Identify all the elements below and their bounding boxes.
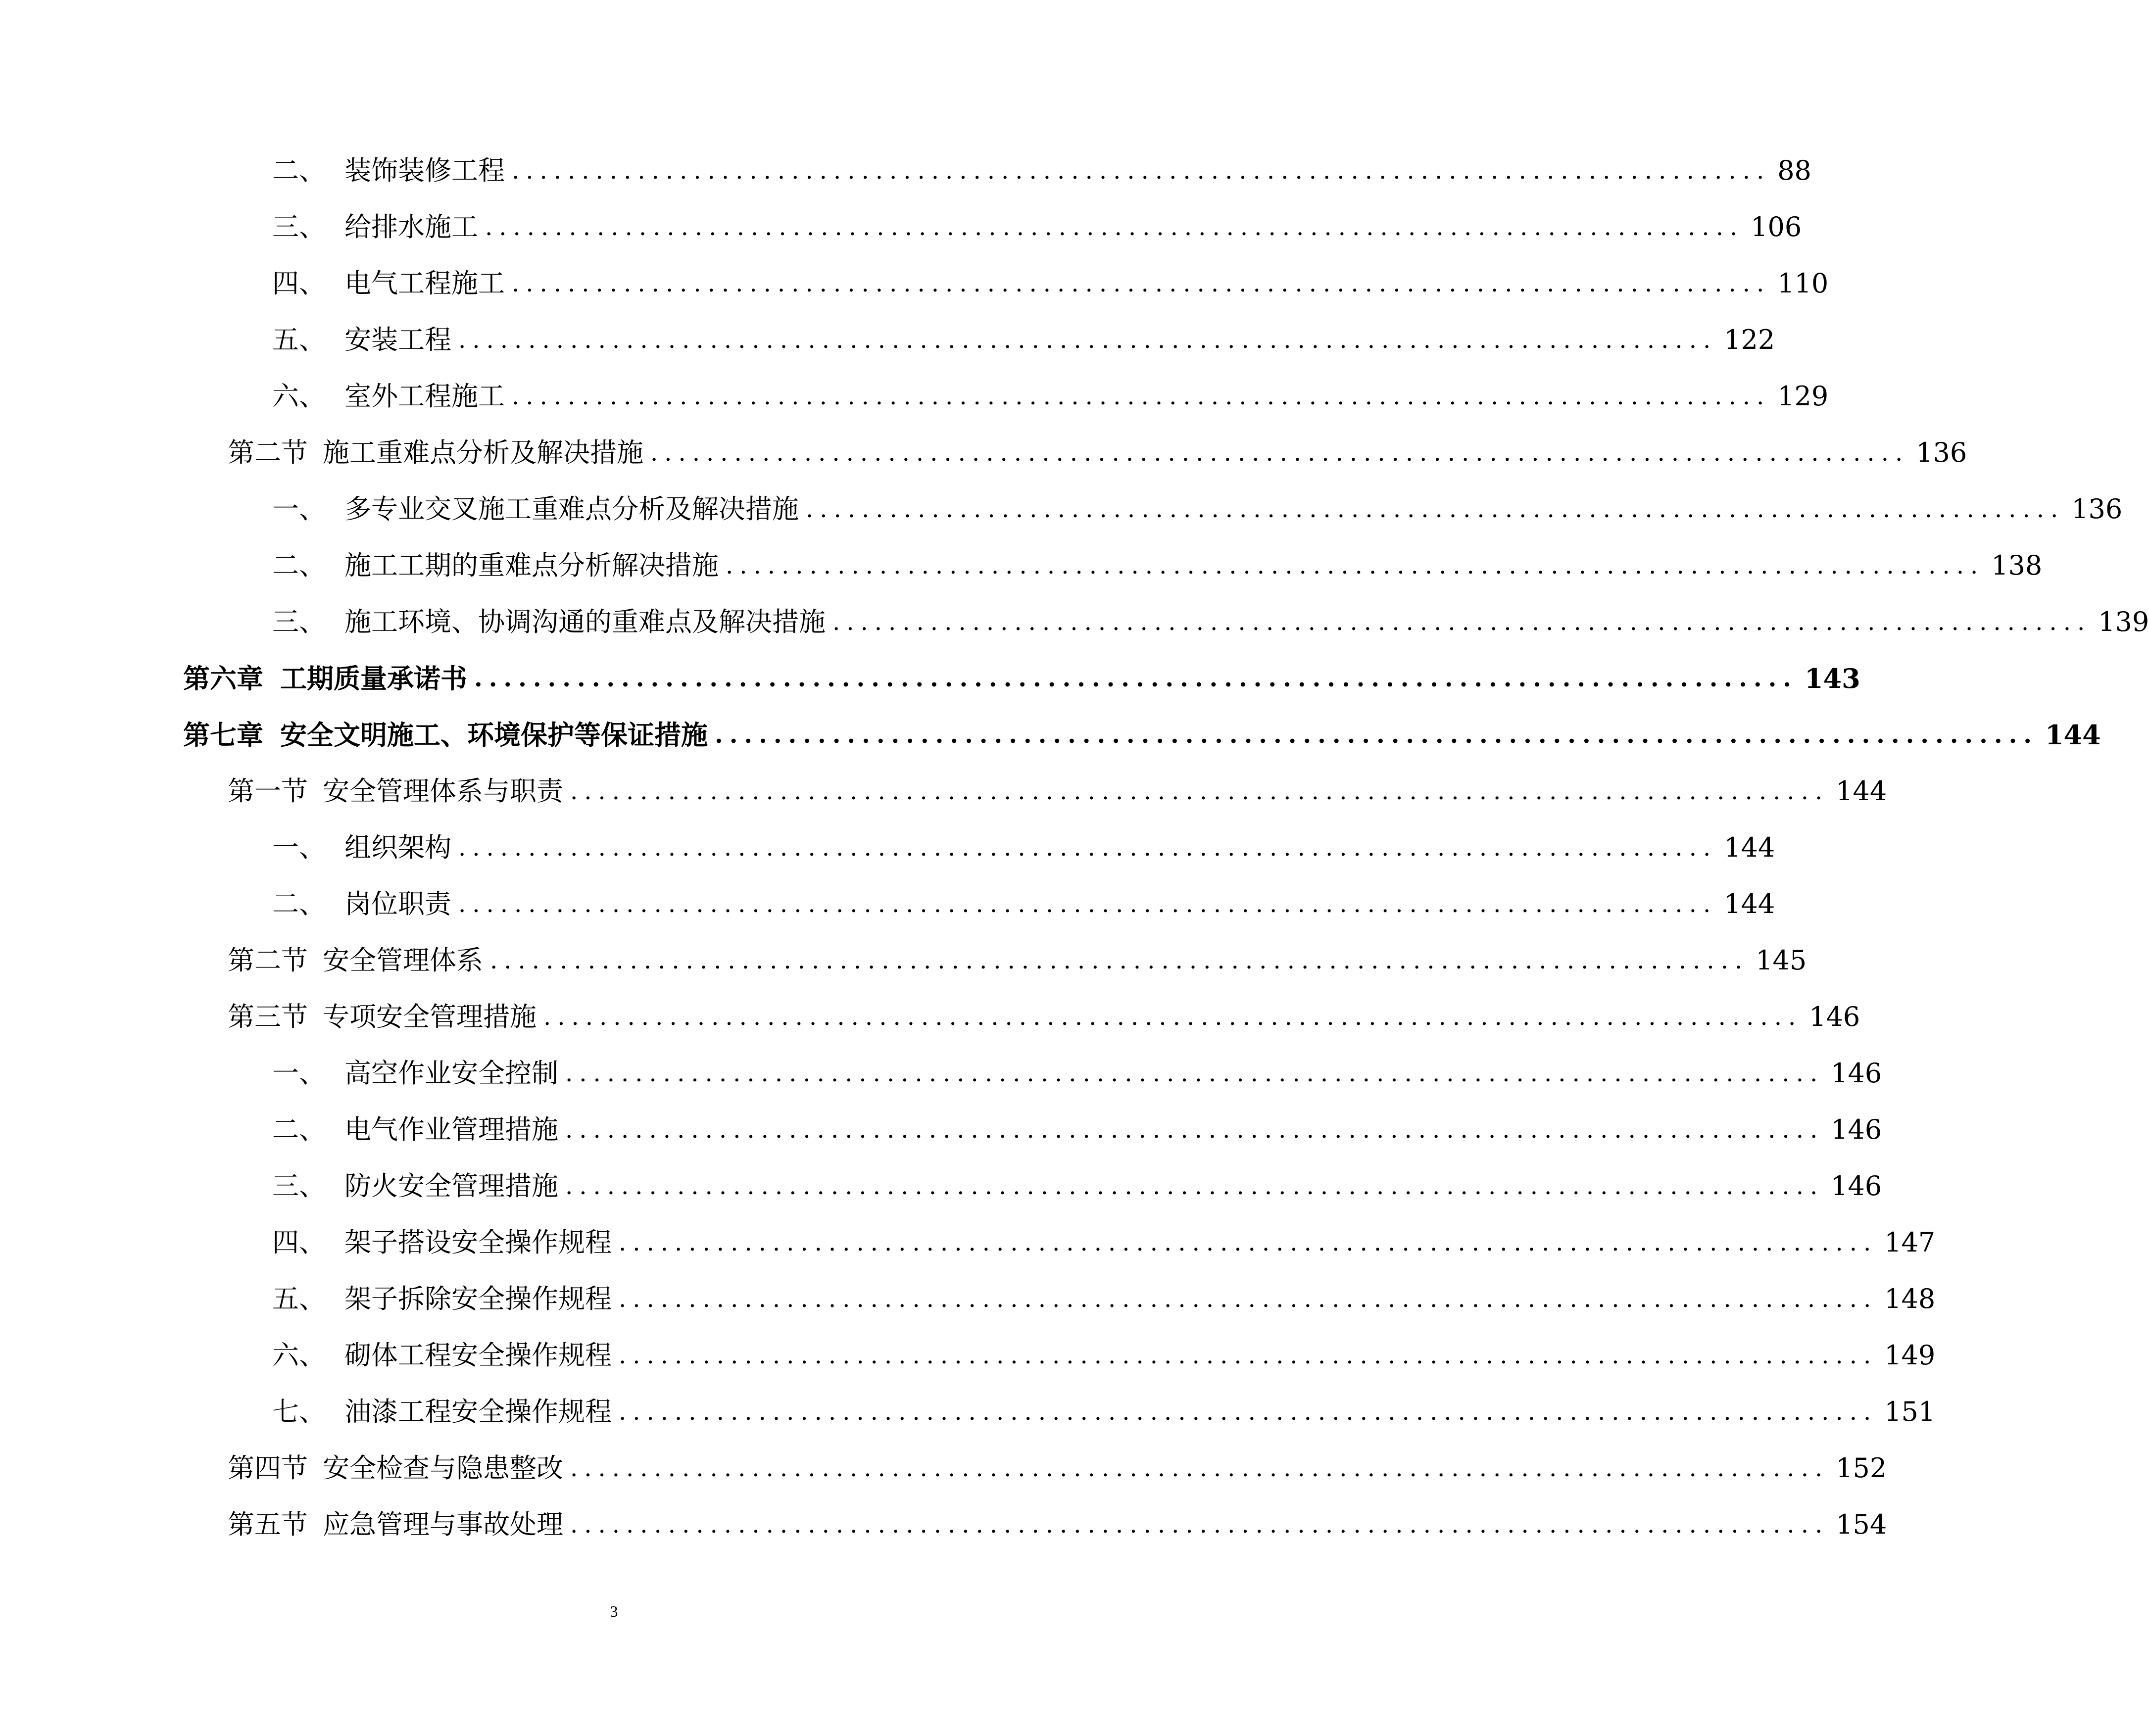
toc-entry-page: 151 bbox=[1884, 1396, 1936, 1427]
toc-entry-title: 架子拆除安全操作规程 bbox=[344, 1283, 612, 1314]
toc-entry-number: 二、 bbox=[272, 888, 326, 919]
toc-entry[interactable] bbox=[183, 1271, 1936, 1327]
toc-entry[interactable] bbox=[183, 763, 1887, 820]
toc-entry-number: 四、 bbox=[272, 268, 326, 299]
table-of-contents bbox=[183, 143, 2149, 1553]
dot-leader: .......................................................................................... bbox=[570, 1511, 1829, 1539]
toc-entry[interactable] bbox=[183, 537, 2043, 594]
dot-leader: .......................................................................................... bbox=[565, 1116, 1824, 1144]
toc-entry-title: 电气工程施工 bbox=[344, 268, 505, 299]
dot-leader: .......................................................................................... bbox=[715, 721, 2038, 749]
toc-entry-title: 室外工程施工 bbox=[344, 381, 505, 412]
toc-entry-page: 145 bbox=[1756, 945, 1807, 976]
toc-entry[interactable] bbox=[183, 876, 1775, 932]
toc-entry[interactable] bbox=[183, 1158, 1882, 1214]
toc-entry-number: 第三节 bbox=[228, 1001, 308, 1032]
dot-leader: .......................................................................................... bbox=[543, 1003, 1803, 1031]
toc-entry-page: 146 bbox=[1809, 1001, 1860, 1032]
toc-entry-number: 第二节 bbox=[228, 437, 308, 468]
toc-entry[interactable] bbox=[183, 1045, 1882, 1102]
toc-entry-title: 多专业交叉施工重难点分析及解决措施 bbox=[344, 493, 799, 525]
toc-entry-page: 110 bbox=[1777, 268, 1829, 299]
toc-entry-number: 第二节 bbox=[228, 945, 308, 976]
toc-entry-number: 三、 bbox=[272, 1170, 326, 1202]
toc-entry[interactable] bbox=[183, 255, 1829, 312]
toc-entry[interactable] bbox=[183, 707, 2101, 763]
dot-leader: .......................................................................................... bbox=[458, 326, 1717, 354]
toc-entry-title: 给排水施工 bbox=[344, 211, 478, 242]
toc-entry-title: 安全管理体系 bbox=[323, 945, 483, 976]
toc-entry-number: 第五节 bbox=[228, 1509, 308, 1540]
toc-entry-number: 二、 bbox=[272, 550, 326, 581]
toc-entry-page: 122 bbox=[1724, 324, 1775, 355]
toc-entry-title: 施工环境、协调沟通的重难点及解决措施 bbox=[344, 606, 826, 637]
toc-entry[interactable] bbox=[183, 932, 1807, 989]
dot-leader: .......................................................................................... bbox=[570, 777, 1829, 805]
toc-entry-title: 安全管理体系与职责 bbox=[323, 775, 563, 807]
dot-leader: .......................................................................................... bbox=[619, 1229, 1878, 1256]
toc-entry-number: 第六章 bbox=[183, 663, 263, 694]
toc-entry[interactable] bbox=[183, 1102, 1882, 1158]
toc-entry[interactable] bbox=[183, 312, 1775, 368]
toc-entry-number: 一、 bbox=[272, 1058, 326, 1089]
toc-entry-number: 第一节 bbox=[228, 775, 308, 807]
toc-entry-page: 136 bbox=[1916, 437, 1967, 468]
toc-entry-title: 专项安全管理措施 bbox=[323, 1001, 537, 1032]
dot-leader: .......................................................................................... bbox=[806, 495, 2065, 523]
dot-leader: .......................................................................................... bbox=[458, 834, 1717, 862]
toc-entry-page: 144 bbox=[1724, 832, 1775, 863]
toc-entry-page: 147 bbox=[1884, 1227, 1936, 1258]
toc-entry-title: 安全文明施工、环境保护等保证措施 bbox=[280, 719, 708, 751]
dot-leader: .......................................................................................... bbox=[490, 947, 1749, 974]
dot-leader: .......................................................................................... bbox=[565, 1172, 1824, 1200]
toc-entry-page: 149 bbox=[1884, 1340, 1936, 1371]
toc-entry-number: 七、 bbox=[272, 1396, 326, 1427]
dot-leader: .......................................................................................... bbox=[619, 1342, 1878, 1369]
toc-entry-page: 152 bbox=[1836, 1452, 1887, 1484]
dot-leader: .......................................................................................... bbox=[565, 1060, 1824, 1087]
toc-entry-page: 129 bbox=[1777, 381, 1829, 412]
toc-entry-number: 第七章 bbox=[183, 719, 263, 751]
toc-entry-title: 砌体工程安全操作规程 bbox=[344, 1340, 612, 1371]
toc-entry-page: 144 bbox=[1836, 775, 1887, 807]
toc-entry-number: 一、 bbox=[272, 832, 326, 863]
toc-entry-page: 144 bbox=[1724, 888, 1775, 919]
toc-entry-title: 工期质量承诺书 bbox=[280, 663, 467, 694]
toc-entry-page: 143 bbox=[1804, 663, 1860, 694]
toc-entry-number: 二、 bbox=[272, 1114, 326, 1145]
toc-entry-number: 五、 bbox=[272, 324, 326, 355]
toc-entry[interactable] bbox=[183, 143, 1811, 199]
dot-leader: .......................................................................................... bbox=[619, 1285, 1878, 1313]
toc-entry-title: 电气作业管理措施 bbox=[344, 1114, 558, 1145]
toc-entry-title: 施工工期的重难点分析解决措施 bbox=[344, 550, 719, 581]
toc-entry-title: 架子搭设安全操作规程 bbox=[344, 1227, 612, 1258]
toc-entry-title: 防火安全管理措施 bbox=[344, 1170, 558, 1202]
dot-leader: .......................................................................................... bbox=[726, 552, 1985, 579]
dot-leader: .......................................................................................... bbox=[474, 665, 1798, 692]
toc-entry-page: 139 bbox=[2098, 606, 2149, 637]
toc-entry[interactable] bbox=[183, 1384, 1936, 1440]
toc-entry-title: 装饰装修工程 bbox=[344, 155, 505, 186]
toc-entry[interactable] bbox=[183, 1327, 1936, 1384]
toc-entry[interactable] bbox=[183, 594, 2149, 650]
toc-entry-page: 106 bbox=[1751, 211, 1802, 242]
toc-entry-number: 三、 bbox=[272, 211, 326, 242]
toc-entry-page: 144 bbox=[2045, 719, 2101, 751]
toc-entry-number: 三、 bbox=[272, 606, 326, 637]
page-number: 3 bbox=[610, 1602, 618, 1620]
dot-leader: .......................................................................................... bbox=[512, 270, 1771, 297]
dot-leader: .......................................................................................... bbox=[650, 439, 1909, 467]
toc-entry[interactable] bbox=[183, 650, 1860, 707]
toc-entry-number: 二、 bbox=[272, 155, 326, 186]
toc-entry-number: 六、 bbox=[272, 381, 326, 412]
toc-entry-title: 施工重难点分析及解决措施 bbox=[323, 437, 643, 468]
dot-leader: .......................................................................................... bbox=[512, 383, 1771, 410]
dot-leader: .......................................................................................... bbox=[512, 157, 1771, 185]
dot-leader: .......................................................................................... bbox=[619, 1398, 1878, 1426]
toc-entry-title: 油漆工程安全操作规程 bbox=[344, 1396, 612, 1427]
toc-entry-number: 第四节 bbox=[228, 1452, 308, 1484]
toc-entry-title: 岗位职责 bbox=[344, 888, 451, 919]
dot-leader: .......................................................................................... bbox=[485, 213, 1744, 241]
dot-leader: .......................................................................................... bbox=[832, 608, 2092, 636]
toc-entry-page: 136 bbox=[2071, 493, 2123, 525]
toc-entry-title: 安装工程 bbox=[344, 324, 451, 355]
toc-entry-number: 四、 bbox=[272, 1227, 326, 1258]
toc-entry[interactable] bbox=[183, 820, 1775, 876]
toc-entry-number: 五、 bbox=[272, 1283, 326, 1314]
dot-leader: .......................................................................................... bbox=[458, 890, 1717, 918]
toc-entry-page: 138 bbox=[1991, 550, 2043, 581]
toc-entry-page: 148 bbox=[1884, 1283, 1936, 1314]
toc-entry[interactable] bbox=[183, 1440, 1887, 1496]
toc-entry-title: 应急管理与事故处理 bbox=[323, 1509, 563, 1540]
toc-entry-title: 组织架构 bbox=[344, 832, 451, 863]
toc-entry[interactable] bbox=[183, 1496, 1887, 1553]
toc-entry[interactable] bbox=[183, 1214, 1936, 1271]
toc-entry[interactable] bbox=[183, 989, 1860, 1045]
toc-entry[interactable] bbox=[183, 481, 2123, 537]
toc-entry-page: 146 bbox=[1831, 1114, 1882, 1145]
toc-entry-number: 一、 bbox=[272, 493, 326, 525]
toc-entry-number: 六、 bbox=[272, 1340, 326, 1371]
toc-entry-page: 88 bbox=[1777, 155, 1811, 186]
toc-entry-title: 高空作业安全控制 bbox=[344, 1058, 558, 1089]
toc-entry[interactable] bbox=[183, 199, 1802, 255]
toc-entry[interactable] bbox=[183, 368, 1829, 425]
toc-entry-page: 154 bbox=[1836, 1509, 1887, 1540]
toc-entry-page: 146 bbox=[1831, 1058, 1882, 1089]
dot-leader: .......................................................................................... bbox=[570, 1454, 1829, 1482]
toc-entry-title: 安全检查与隐患整改 bbox=[323, 1452, 563, 1484]
toc-entry-page: 146 bbox=[1831, 1170, 1882, 1202]
toc-entry[interactable] bbox=[183, 425, 1967, 481]
